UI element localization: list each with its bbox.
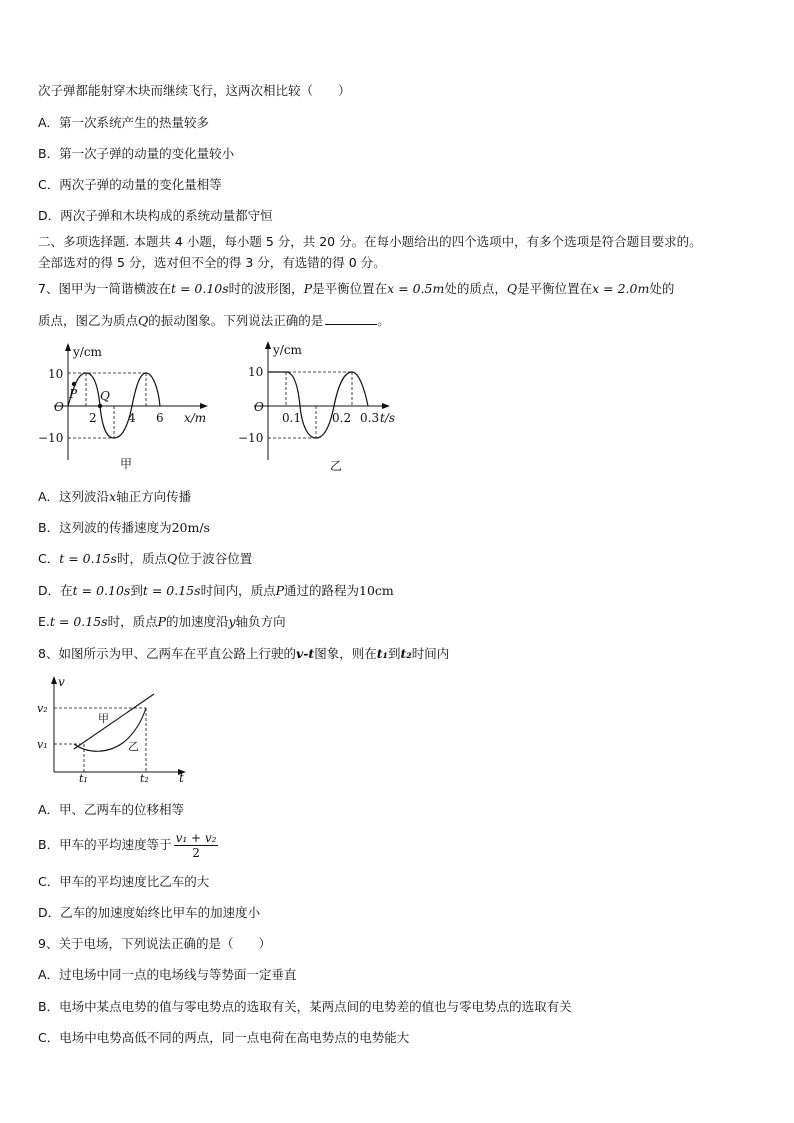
yi-x-label: t/s [380,411,396,425]
answer-blank [325,312,377,325]
q8-option-b: B．甲车的平均速度等于 $\frac{\text{v₁ + v₂}}{2}$ [38,831,217,860]
jia-origin: O [54,400,64,414]
vt-t-axis: t [179,771,184,785]
yi-vibration-curve [268,372,368,438]
q6-option-c: C．两次子弹的动量的变化量相等 [38,177,222,192]
jia-caption: 甲 [120,457,133,471]
q8-option-d: D．乙车的加速度始终比甲车的加速度小 [38,905,261,920]
q9-stem: 9、关于电场，下列说法正确的是（ ） [38,936,271,951]
q8-stem: 8、如图所示为甲、乙两车在平直公路上行驶的v-t图象，则在t₁到t₂时间内 [38,646,450,661]
vt-v-axis: v [58,675,65,689]
q6-option-a: A．第一次系统产生的热量较多 [38,115,210,130]
q7-option-d: D．在t = 0.10s到t = 0.15s时间内，质点P通过的路程为10cm [38,583,394,598]
vt-v2-label: v₂ [37,702,48,715]
section2-line1: 二、多项选择题. 本题共 4 小题，每小题 5 分，共 20 分。在每小题给出的四个选项中，有多个选项是符合题目要求的。 [38,234,702,249]
q7-stem-line1: 7、图甲为一简谐横波在t = 0.10s时的波形图，P是平衡位置在x = 0.5m处的质点，Q是平衡位置在x = 2.0m处的 [38,281,675,296]
q6-stem-continuation: 次子弹都能射穿木块而继续飞行，这两次相比较（ ） [38,83,351,98]
jia-x-tick-6: 6 [156,411,164,425]
q9-option-c: C．电场中电势高低不同的两点，同一点电荷在高电势点的电势能大 [38,1030,410,1045]
yi-y-tick-10: 10 [248,365,264,379]
vt-t1-label: t₁ [79,772,88,785]
jia-y-tick-neg10: −10 [38,431,64,445]
yi-x-tick-01: 0.1 [282,411,302,425]
q9-option-a: A．过电场中同一点的电场线与等势面一定垂直 [38,967,297,982]
q7-option-b: B．这列波的传播速度为20m/s [38,520,210,535]
section2-line2: 全部选对的得 5 分，选对但不全的得 3 分，有选错的得 0 分。 [38,255,386,270]
yi-origin: O [254,400,264,414]
vt-label-yi: 乙 [128,740,139,753]
fraction: $\frac{\text{v₁ + v₂}}{2}$ [175,831,217,860]
jia-y-tick-10: 10 [48,367,64,381]
vt-line-jia [74,694,154,749]
jia-y-label: y/cm [73,345,102,359]
q7-stem-line2: 质点，图乙为质点Q的振动图象。下列说法正确的是 。 [38,313,390,328]
vt-label-jia: 甲 [98,712,109,725]
wave-graph-jia [36,340,216,475]
q7-option-e: E.t = 0.15s时，质点P的加速度沿y轴负方向 [38,614,286,629]
yi-x-tick-02: 0.2 [332,411,352,425]
yi-y-label: y/cm [273,343,302,357]
yi-y-tick-neg10: −10 [238,431,264,445]
vt-t2-label: t₂ [140,772,149,785]
q7-option-c: C．t = 0.15s时，质点Q位于波谷位置 [38,551,253,566]
q6-option-d: D．两次子弹和木块构成的系统动量都守恒 [38,208,273,223]
jia-point-p [72,382,76,386]
q9-option-b: B．电场中某点电势的值与零电势点的选取有关，某两点间的电势差的值也与零电势点的选取有关 [38,999,572,1014]
jia-label-q: Q [100,389,110,403]
vt-graph [36,672,196,787]
q6-option-b: B．第一次子弹的动量的变化量较小 [38,146,235,161]
yi-x-tick-03: 0.3 [360,411,380,425]
q7-option-a: A．这列波沿x轴正方向传播 [38,489,192,504]
vibration-graph-yi [236,338,416,475]
jia-x-tick-2: 2 [89,411,97,425]
q8-option-a: A．甲、乙两车的位移相等 [38,802,185,817]
jia-x-label: x/m [184,411,207,425]
jia-x-tick-4: 4 [128,411,136,425]
vt-v1-label: v₁ [37,738,48,751]
jia-label-p: P [69,387,78,401]
q8-option-c: C．甲车的平均速度比乙车的大 [38,874,210,889]
yi-caption: 乙 [330,459,343,473]
jia-point-q [98,404,102,408]
